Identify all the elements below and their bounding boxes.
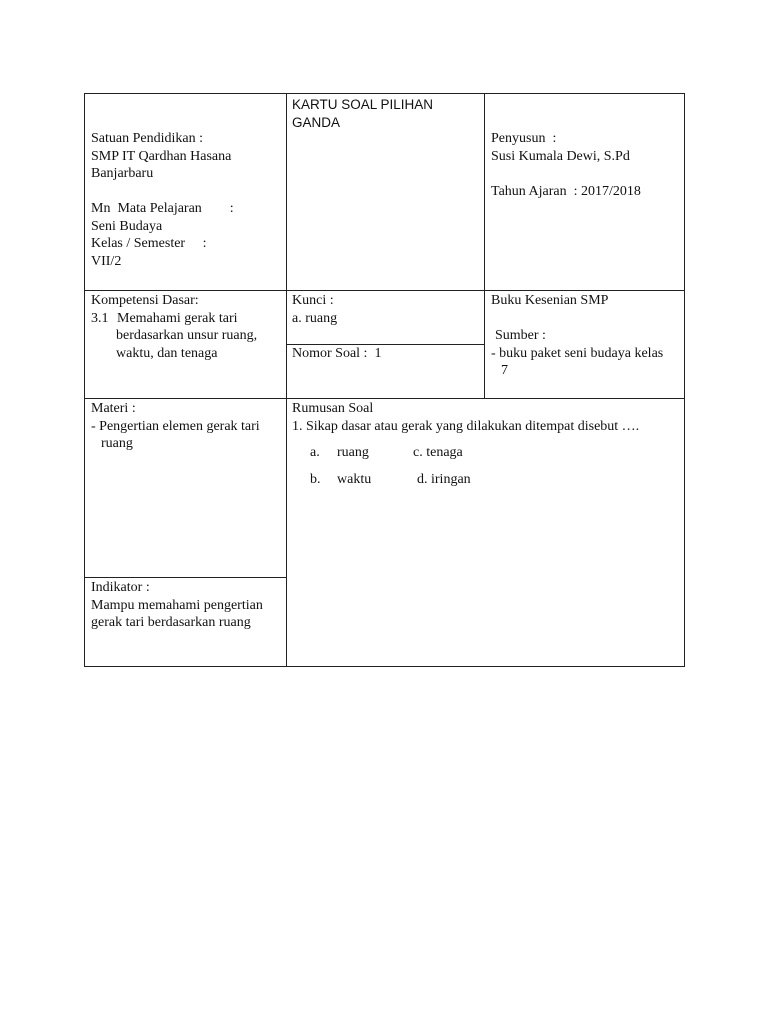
materi-line1: - Pengertian elemen gerak tari [91, 418, 260, 434]
author-cell [491, 130, 641, 200]
divider-h-row1 [85, 290, 684, 291]
penyusun-label: Penyusun : [491, 131, 557, 146]
school-name: SMP IT Qardhan Hasana [91, 148, 232, 164]
option-a-letter: a. [310, 445, 320, 460]
option-a-row [310, 444, 463, 462]
divider-v-left [286, 94, 287, 666]
school-city: Banjarbaru [91, 166, 154, 181]
materi-cell [91, 400, 260, 453]
sumber-label: Sumber : [495, 328, 546, 343]
kunci-label: Kunci : [292, 293, 334, 308]
materi-label: Materi : [91, 401, 136, 416]
divider-h-materi [85, 577, 287, 578]
kompetensi-label: Kompetensi Dasar: [91, 293, 199, 308]
materi-line2: ruang [101, 436, 133, 451]
option-b-text: waktu [337, 472, 372, 487]
kompetensi-line1: Memahami gerak tari [117, 310, 238, 326]
rumusan-label: Rumusan Soal [292, 401, 374, 416]
mapel-value: Seni Budaya [91, 218, 163, 234]
penyusun-value: Susi Kumala Dewi, S.Pd [491, 148, 630, 164]
kompetensi-cell [91, 292, 257, 362]
buku-title: Buku Kesenian SMP [491, 293, 609, 308]
question-text: 1. Sikap dasar atau gerak yang dilakukan ditempat disebut …. [292, 418, 640, 434]
kompetensi-line3: waktu, dan tenaga [116, 345, 218, 361]
divider-v-right [484, 94, 485, 399]
question-card [84, 93, 685, 667]
identity-cell [91, 130, 234, 270]
tahun-ajaran: Tahun Ajaran : 2017/2018 [491, 183, 641, 199]
kelas-label: Kelas / Semester : [91, 236, 207, 251]
kunci-value: a. ruang [292, 310, 338, 326]
card-title-line2: GANDA [292, 114, 341, 130]
kompetensi-number: 3.1 [91, 310, 109, 326]
option-b-letter: b. [310, 472, 321, 487]
kelas-value: VII/2 [91, 253, 122, 269]
spacer [491, 310, 663, 328]
option-d: d. iringan [417, 472, 471, 487]
mapel-label: Mn Mata Pelajaran : [91, 201, 234, 216]
sumber-line2: 7 [501, 363, 508, 378]
title-cell [292, 96, 433, 131]
indikator-line2: gerak tari berdasarkan ruang [91, 615, 251, 630]
rumusan-cell [292, 400, 639, 435]
indikator-cell [91, 579, 263, 632]
kunci-cell [292, 292, 337, 327]
divider-h-row2 [85, 398, 684, 399]
nomor-cell [292, 345, 381, 363]
card-title-line1: KARTU SOAL PILIHAN [292, 97, 434, 112]
nomor-soal: Nomor Soal : 1 [292, 346, 382, 361]
spacer [491, 165, 641, 183]
buku-cell [491, 292, 663, 380]
indikator-line1: Mampu memahami pengertian [91, 597, 263, 613]
kompetensi-line2: berdasarkan unsur ruang, [116, 328, 258, 343]
sumber-line1: - buku paket seni budaya kelas [491, 345, 664, 361]
spacer [91, 183, 234, 201]
satuan-label: Satuan Pendidikan : [91, 131, 203, 146]
option-c: c. tenaga [413, 445, 463, 460]
indikator-label: Indikator : [91, 580, 150, 595]
option-a-text: ruang [337, 445, 369, 460]
option-b-row [310, 471, 471, 489]
